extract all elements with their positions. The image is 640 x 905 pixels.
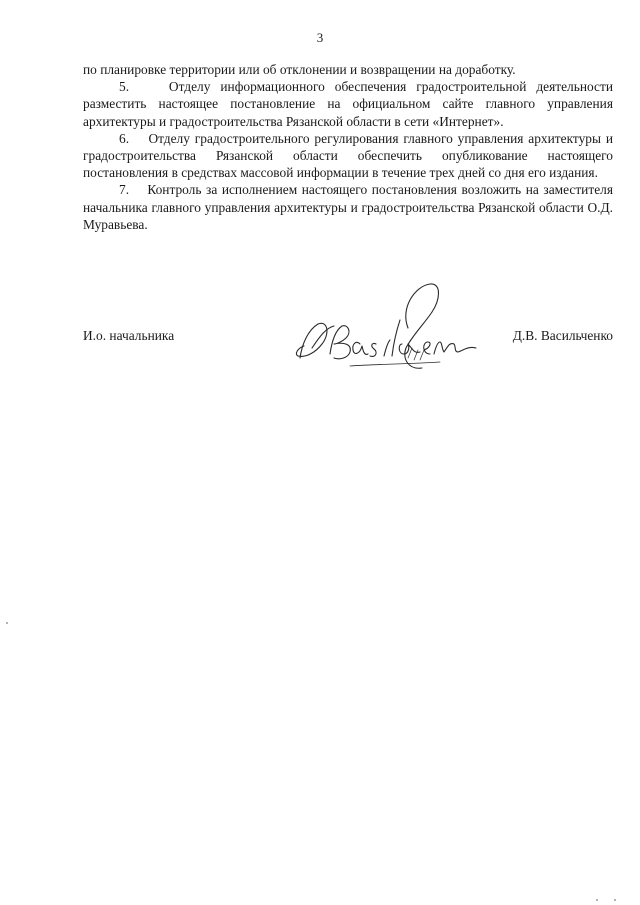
signatory-name: Д.В. Васильченко — [512, 328, 613, 343]
page-number: 3 — [316, 30, 324, 45]
paragraph-item-6: 6. Отделу градостроительного регулирования главного управления архитектуры и градостроительства Рязанской области обеспечить опубликование настоящего постановления в средствах массовой информации в течение трех дней со дня его издания. — [83, 130, 613, 181]
paragraph-continuation: по планировке территории или об отклонении и возвращении на доработку. — [83, 62, 516, 77]
signatory-title: И.о. начальника — [83, 328, 175, 343]
document-body — [83, 61, 613, 233]
paragraph-item-5: 5. Отделу информационного обеспечения градостроительной деятельности разместить настоящее постановление на официальном сайте главного управления архитектуры и градостроительства Рязанской области в сети «Интернет». — [83, 79, 613, 129]
paragraph-item-7: 7. Контроль за исполнением настоящего постановления возложить на заместителя начальника главного управления архитектуры и градостроительства Рязанской области О.Д. Муравьева. — [83, 182, 613, 232]
scan-speck — [614, 899, 616, 901]
scan-speck — [596, 899, 598, 901]
handwritten-signature — [290, 278, 480, 378]
scan-speck — [6, 622, 8, 624]
